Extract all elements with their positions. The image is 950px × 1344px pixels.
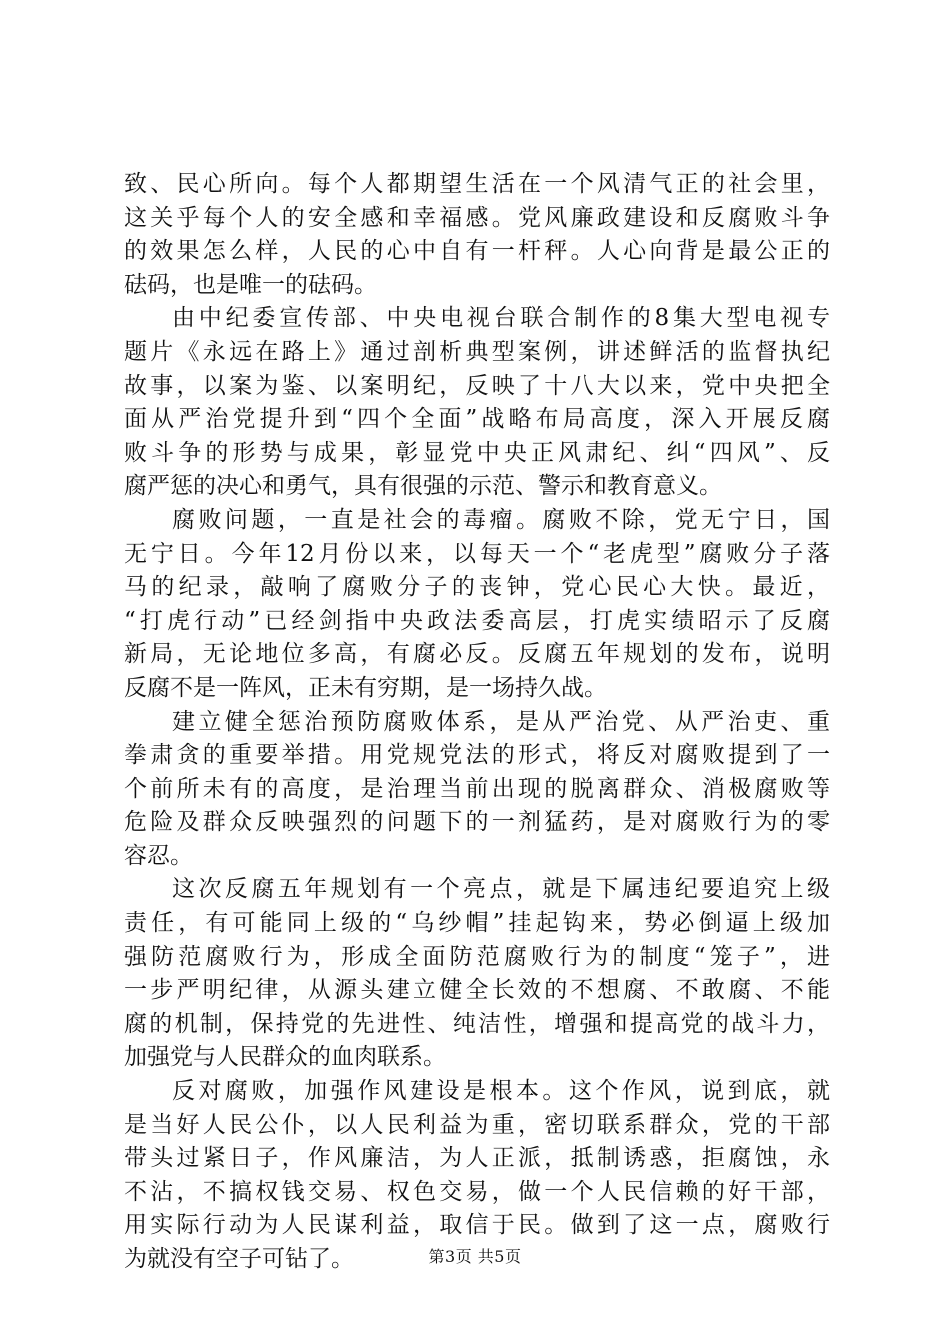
document-body [124,168,830,1277]
text-line: 无宁日。今年12月份以来，以每天一个“老虎型”腐败分子落 [124,540,830,567]
text-line: 加强党与人民群众的血肉联系。 [124,1044,446,1071]
text-line: 败斗争的形势与成果，彰显党中央正风肃纪、纠“四风”、反 [124,439,830,466]
text-line: 这次反腐五年规划有一个亮点，就是下属违纪要追究上级 [172,876,830,903]
paragraph [124,302,830,504]
text-line: 容忍。 [124,842,193,869]
text-line: 用实际行动为人民谋利益，取信于民。做到了这一点，腐败行 [124,1212,830,1239]
text-line: 不沾，不搞权钱交易、权色交易，做一个人民信赖的好干部， [124,1178,830,1205]
text-line: 为就没有空子可钻了。 [124,1246,354,1272]
text-line: 是当好人民公仆，以人民利益为重，密切联系群众，党的干部 [124,1111,830,1138]
text-line: 面从严治党提升到“四个全面”战略布局高度，深入开展反腐 [124,406,830,433]
text-line: 故事，以案为鉴、以案明纪，反映了十八大以来，党中央把全 [124,372,830,399]
text-line: 反腐不是一阵风，正未有穷期，是一场持久战。 [124,674,607,701]
text-line: 砝码，也是唯一的砝码。 [124,271,377,298]
text-line: 新局，无论地位多高，有腐必反。反腐五年规划的发布，说明 [124,641,830,668]
text-line: 建立健全惩治预防腐败体系，是从严治党、从严治吏、重 [172,708,830,735]
text-line: 带头过紧日子，作风廉洁，为人正派，抵制诱惑，拒腐蚀，永 [124,1145,830,1172]
text-line: 一步严明纪律，从源头建立健全长效的不想腐、不敢腐、不能 [124,977,830,1004]
text-line: 题片《永远在路上》通过剖析典型案例，讲述鲜活的监督执纪 [124,338,830,365]
text-line: 反对腐败，加强作风建设是根本。这个作风，说到底，就 [172,1078,830,1105]
text-line: 个前所未有的高度，是治理当前出现的脱离群众、消极腐败等 [124,775,830,802]
text-line: 拳肃贪的重要举措。用党规党法的形式，将反对腐败提到了一 [124,742,830,769]
text-line: 致、民心所向。每个人都期望生活在一个风清气正的社会里， [124,171,830,197]
text-line: 危险及群众反映强烈的问题下的一剂猛药，是对腐败行为的零 [124,809,830,836]
text-line: 的效果怎么样，人民的心中自有一杆秤。人心向背是最公正的 [124,238,830,265]
text-line: 腐的机制，保持党的先进性、纯洁性，增强和提高党的战斗力， [124,1010,830,1037]
text-line: 这关乎每个人的安全感和幸福感。党风廉政建设和反腐败斗争 [124,204,830,231]
text-line: 马的纪录，敲响了腐败分子的丧钟，党心民心大快。最近， [124,574,830,601]
text-line: 腐严惩的决心和勇气，具有很强的示范、警示和教育意义。 [124,473,722,500]
page-number-footer: 第3页 共5页 [428,1247,522,1266]
text-line: 由中纪委宣传部、中央电视台联合制作的8集大型电视专 [172,305,830,332]
paragraph [124,504,830,706]
text-line: “打虎行动”已经剑指中央政法委高层，打虎实绩昭示了反腐 [124,607,830,634]
text-line: 责任，有可能同上级的“乌纱帽”挂起钩来，势必倒逼上级加 [124,910,830,937]
text-line: 强防范腐败行为，形成全面防范腐败行为的制度“笼子”，进 [124,943,830,970]
paragraph [124,168,830,302]
paragraph [124,706,830,874]
paragraph [124,873,830,1075]
text-line: 腐败问题，一直是社会的毒瘤。腐败不除，党无宁日，国 [172,506,830,533]
